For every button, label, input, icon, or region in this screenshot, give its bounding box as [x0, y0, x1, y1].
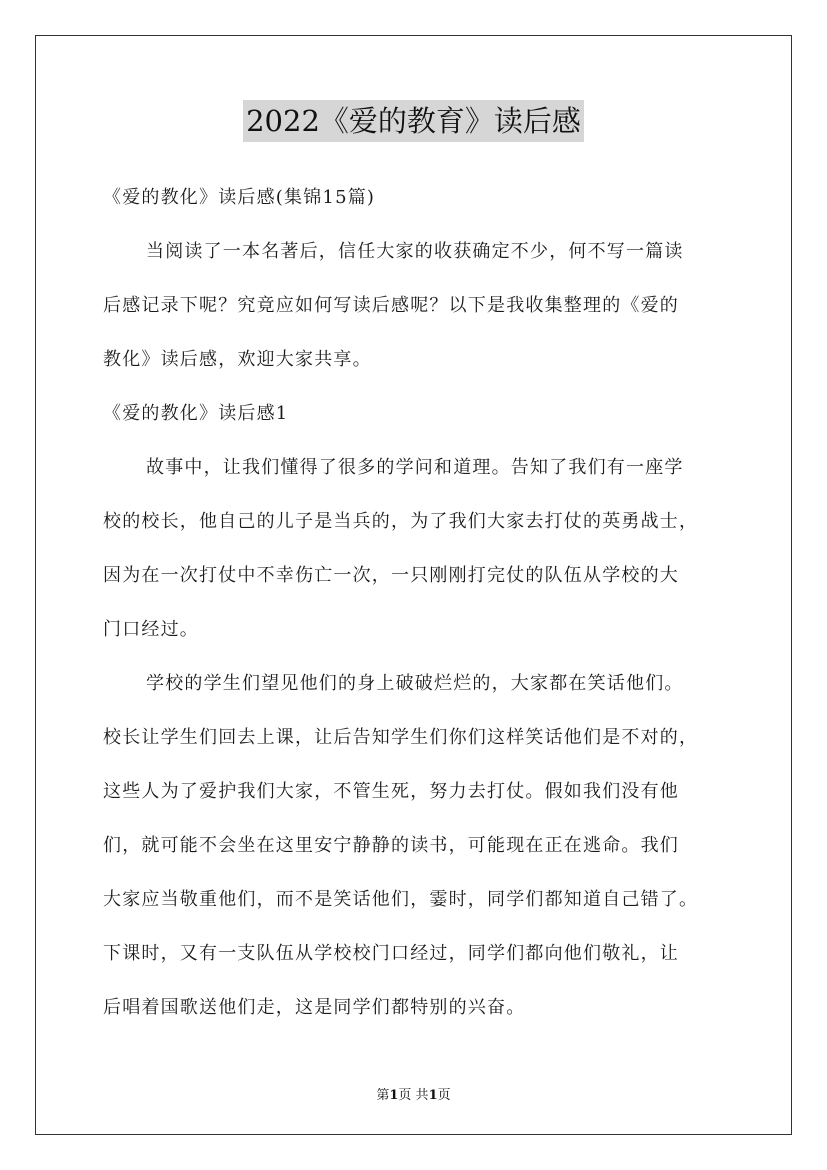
- footer-page-number: 1: [389, 1088, 399, 1103]
- footer-page-total: 1: [428, 1088, 438, 1103]
- footer-label: 页 共: [398, 1088, 429, 1103]
- paragraph-line: 后唱着国歌送他们走，这是同学们都特别的兴奋。: [103, 997, 526, 1018]
- page-footer: [0, 1084, 827, 1103]
- paragraph-line: 门口经过。: [103, 619, 199, 640]
- intro-line: 后感记录下呢？究竟应如何写读后感呢？以下是我收集整理的《爱的: [103, 295, 679, 316]
- subtitle: 《爱的教化》读后感(集锦15篇): [103, 187, 376, 208]
- paragraph-line: 学校的学生们望见他们的身上破破烂烂的，大家都在笑话他们。: [146, 673, 684, 694]
- paragraph-line: 下课时，又有一支队伍从学校校门口经过，同学们都向他们敬礼，让: [103, 943, 679, 964]
- intro-line: 教化》读后感，欢迎大家共享。: [103, 349, 372, 370]
- paragraph-line: 们，就可能不会坐在这里安宁静静的读书，可能现在正在逃命。我们: [103, 835, 679, 856]
- paragraph-line: 这些人为了爱护我们大家，不管生死，努力去打仗。假如我们没有他: [103, 781, 679, 802]
- intro-line: 当阅读了一本名著后，信任大家的收获确定不少，何不写一篇读: [146, 241, 684, 262]
- title-area: [0, 100, 827, 142]
- document-title: 2022《爱的教育》读后感: [243, 100, 584, 142]
- paragraph-line: 校长让学生们回去上课，让后告知学生们你们这样笑话他们是不对的，: [103, 727, 699, 748]
- paragraph-line: 故事中，让我们懂得了很多的学问和道理。告知了我们有一座学: [146, 457, 684, 478]
- paragraph-line: 大家应当敬重他们，而不是笑话他们，霎时，同学们都知道自己错了。: [103, 889, 699, 910]
- section-heading: 《爱的教化》读后感1: [103, 403, 289, 424]
- paragraph-line: 校的校长，他自己的儿子是当兵的，为了我们大家去打仗的英勇战士，: [103, 511, 699, 532]
- footer-label: 第: [376, 1088, 390, 1103]
- footer-label: 页: [437, 1088, 451, 1103]
- paragraph-line: 因为在一次打仗中不幸伤亡一次，一只刚刚打完仗的队伍从学校的大: [103, 565, 679, 586]
